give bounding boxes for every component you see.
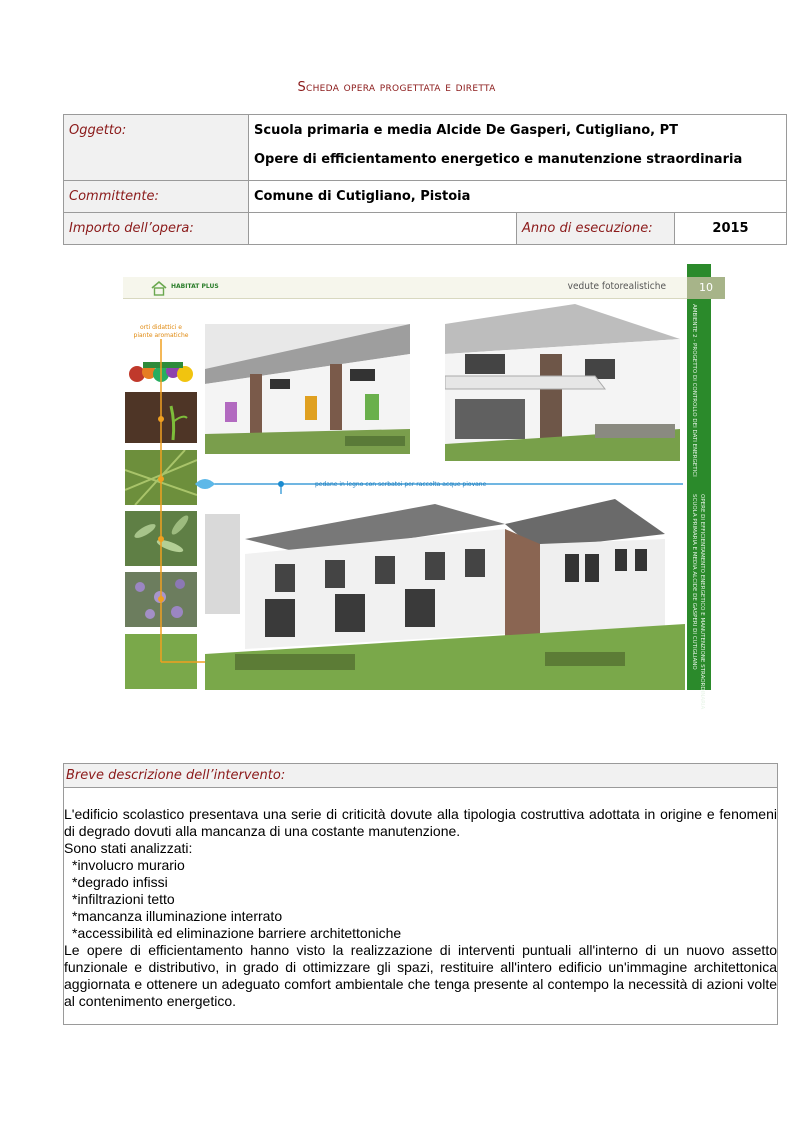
anno-value: 2015	[675, 213, 787, 245]
importo-value	[249, 213, 517, 245]
side-text-2: OPERE DI EFFICIENTAMENTO ENERGETICO E MANUTENZIONE STRAORDINARIA	[699, 494, 705, 710]
logo-text: HABITAT PLUS	[171, 283, 219, 290]
description-paragraph-1: L'edificio scolastico presentava una serie di criticità dovute alla tipologia costruttiva adottata in origine e fenomeni di degrado dovuti alla mancanza di una costante manutenzione.	[64, 806, 777, 839]
anno-label: Anno di esecuzione:	[517, 213, 675, 245]
render-top-right	[445, 304, 680, 461]
list-item: *accessibilità ed eliminazione barriere architettoniche	[72, 925, 402, 941]
render-top-left	[205, 324, 410, 454]
description-intro: Sono stati analizzati:	[64, 840, 193, 856]
plant-label: orti didattici e piante aromatiche	[133, 324, 189, 339]
render-main	[205, 494, 685, 690]
description-heading: Breve descrizione dell’intervento:	[64, 764, 777, 788]
list-item: *mancanza illuminazione interrato	[72, 908, 283, 924]
list-item: *infiltrazioni tetto	[72, 891, 175, 907]
side-text-3: SCUOLA PRIMARIA E MEDIA ALCIDE DE GASPERI DI CUTIGLIANO	[691, 494, 697, 670]
info-table	[63, 114, 787, 245]
side-text-1: AMBIENTE 2 - PROGETTO DI CONTROLLO DEI DATI ENERGETICI	[691, 304, 697, 477]
committente-value: Comune di Cutigliano, Pistoia	[249, 181, 787, 213]
description-paragraph-2: Le opere di efficientamento hanno visto la realizzazione di interventi puntuali all'interno di un nuovo assetto funzionale e distributivo, in grado di ottimizzare gli spazi, restituire all'intero edificio un'immagine architettonica aggiornata e ottenere un adeguato comfort ambientale che tenga presente al contempo la necessità di azioni volte al contenimento energetico.	[64, 942, 777, 1009]
board-page-number: 10	[687, 277, 725, 299]
list-item: *degrado infissi	[72, 874, 168, 890]
importo-label: Importo dell’opera:	[64, 213, 249, 245]
pipe-label: pedane in legno con serbatoi per raccolta acque piovane	[315, 481, 487, 488]
description-body	[64, 788, 777, 1010]
oggetto-label: Oggetto:	[64, 115, 249, 181]
oggetto-line-1: Scuola primaria e media Alcide De Gasperi, Cutigliano, PT	[254, 123, 679, 138]
board-heading: vedute fotorealistiche	[567, 281, 666, 292]
committente-label: Committente:	[64, 181, 249, 213]
oggetto-value	[249, 115, 787, 181]
document-title: Scheda opera progettata e diretta	[297, 80, 496, 95]
project-board-figure	[123, 264, 713, 710]
oggetto-line-2: Opere di efficientamento energetico e manutenzione straordinaria	[254, 152, 743, 167]
description-box	[63, 763, 778, 1025]
list-item: *involucro murario	[72, 857, 185, 873]
